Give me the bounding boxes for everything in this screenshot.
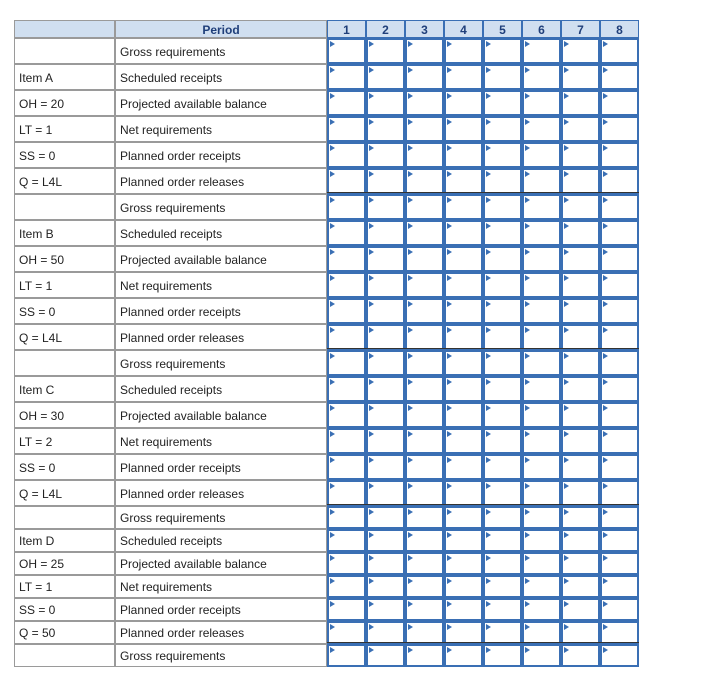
value-input[interactable] (483, 454, 522, 480)
value-input[interactable] (444, 598, 483, 621)
value-input[interactable] (366, 454, 405, 480)
value-input[interactable] (366, 621, 405, 644)
value-input[interactable] (561, 90, 600, 116)
item-blank-cell (14, 194, 115, 220)
row-label: Net requirements (115, 428, 327, 454)
item-blank-cell (14, 350, 115, 376)
value-input[interactable] (405, 529, 444, 552)
value-input[interactable] (522, 376, 561, 402)
value-input[interactable] (327, 454, 366, 480)
value-input[interactable] (483, 598, 522, 621)
item-param-cell: Item A (14, 64, 115, 90)
value-input[interactable] (444, 529, 483, 552)
value-input[interactable] (561, 116, 600, 142)
period-header: Period (115, 20, 327, 38)
value-input[interactable] (483, 38, 522, 64)
row-label: Projected available balance (115, 552, 327, 575)
row-label: Scheduled receipts (115, 529, 327, 552)
value-input[interactable] (483, 506, 522, 529)
value-input[interactable] (366, 116, 405, 142)
value-input[interactable] (483, 428, 522, 454)
item-param-cell: Q = L4L (14, 480, 115, 506)
value-input[interactable] (522, 506, 561, 529)
row-label: Net requirements (115, 272, 327, 298)
value-input[interactable] (366, 168, 405, 194)
value-input[interactable] (366, 272, 405, 298)
value-input[interactable] (561, 575, 600, 598)
row-label: Planned order receipts (115, 598, 327, 621)
value-input[interactable] (405, 246, 444, 272)
value-input[interactable] (522, 116, 561, 142)
value-input[interactable] (483, 64, 522, 90)
row-label: Planned order releases (115, 480, 327, 506)
value-input[interactable] (366, 428, 405, 454)
value-input[interactable] (327, 598, 366, 621)
value-input[interactable] (327, 428, 366, 454)
value-input[interactable] (483, 552, 522, 575)
value-input[interactable] (600, 454, 639, 480)
value-input[interactable] (405, 142, 444, 168)
value-input[interactable] (483, 402, 522, 428)
value-input[interactable] (522, 246, 561, 272)
value-input[interactable] (405, 168, 444, 194)
value-input[interactable] (444, 168, 483, 194)
value-input[interactable] (600, 552, 639, 575)
value-input[interactable] (561, 506, 600, 529)
value-input[interactable] (444, 90, 483, 116)
value-input[interactable] (327, 324, 366, 350)
value-input[interactable] (522, 621, 561, 644)
value-input[interactable] (405, 480, 444, 506)
value-input[interactable] (483, 350, 522, 376)
value-input[interactable] (522, 168, 561, 194)
value-input[interactable] (405, 506, 444, 529)
period-number-7: 7 (561, 20, 600, 38)
value-input[interactable] (444, 454, 483, 480)
value-input[interactable] (600, 168, 639, 194)
value-input[interactable] (522, 220, 561, 246)
value-input[interactable] (327, 529, 366, 552)
value-input[interactable] (444, 194, 483, 220)
value-input[interactable] (600, 402, 639, 428)
value-input[interactable] (366, 220, 405, 246)
value-input[interactable] (522, 38, 561, 64)
value-input[interactable] (405, 454, 444, 480)
value-input[interactable] (561, 220, 600, 246)
value-input[interactable] (561, 454, 600, 480)
value-input[interactable] (444, 402, 483, 428)
value-input[interactable] (327, 272, 366, 298)
value-input[interactable] (327, 402, 366, 428)
value-input[interactable] (444, 376, 483, 402)
row-label: Planned order receipts (115, 454, 327, 480)
value-input[interactable] (366, 506, 405, 529)
row-label: Planned order releases (115, 168, 327, 194)
value-input[interactable] (522, 90, 561, 116)
value-input[interactable] (405, 621, 444, 644)
value-input[interactable] (522, 529, 561, 552)
value-input[interactable] (483, 298, 522, 324)
value-input[interactable] (561, 598, 600, 621)
value-input[interactable] (405, 575, 444, 598)
period-number-8: 8 (600, 20, 639, 38)
row-label: Planned order receipts (115, 298, 327, 324)
value-input[interactable] (366, 90, 405, 116)
value-input[interactable] (405, 90, 444, 116)
value-input[interactable] (600, 90, 639, 116)
value-input[interactable] (444, 552, 483, 575)
value-input[interactable] (522, 298, 561, 324)
value-input[interactable] (405, 64, 444, 90)
value-input[interactable] (405, 350, 444, 376)
value-input[interactable] (444, 142, 483, 168)
period-number-1: 1 (327, 20, 366, 38)
value-input[interactable] (600, 324, 639, 350)
value-input[interactable] (327, 194, 366, 220)
value-input[interactable] (561, 350, 600, 376)
row-label: Gross requirements (115, 194, 327, 220)
value-input[interactable] (522, 142, 561, 168)
item-param-cell: OH = 30 (14, 402, 115, 428)
value-input[interactable] (444, 621, 483, 644)
row-label: Gross requirements (115, 38, 327, 64)
row-label: Projected available balance (115, 90, 327, 116)
value-input[interactable] (444, 64, 483, 90)
item-param-cell: Item C (14, 376, 115, 402)
value-input[interactable] (327, 480, 366, 506)
value-input[interactable] (327, 116, 366, 142)
value-input[interactable] (366, 324, 405, 350)
value-input[interactable] (483, 194, 522, 220)
value-input[interactable] (405, 38, 444, 64)
item-param-cell: SS = 0 (14, 598, 115, 621)
value-input[interactable] (444, 38, 483, 64)
value-input[interactable] (561, 552, 600, 575)
value-input[interactable] (522, 350, 561, 376)
value-input[interactable] (600, 644, 639, 667)
value-input[interactable] (366, 64, 405, 90)
value-input[interactable] (561, 621, 600, 644)
value-input[interactable] (561, 298, 600, 324)
value-input[interactable] (444, 324, 483, 350)
value-input[interactable] (483, 621, 522, 644)
value-input[interactable] (483, 168, 522, 194)
value-input[interactable] (444, 246, 483, 272)
value-input[interactable] (483, 324, 522, 350)
row-label: Projected available balance (115, 402, 327, 428)
value-input[interactable] (405, 298, 444, 324)
period-number-5: 5 (483, 20, 522, 38)
value-input[interactable] (366, 194, 405, 220)
row-label: Scheduled receipts (115, 220, 327, 246)
item-param-cell: Q = 50 (14, 621, 115, 644)
value-input[interactable] (405, 428, 444, 454)
value-input[interactable] (327, 246, 366, 272)
value-input[interactable] (327, 38, 366, 64)
value-input[interactable] (366, 644, 405, 667)
value-input[interactable] (483, 644, 522, 667)
value-input[interactable] (600, 272, 639, 298)
value-input[interactable] (561, 272, 600, 298)
item-param-cell: Item B (14, 220, 115, 246)
value-input[interactable] (483, 529, 522, 552)
row-label: Planned order releases (115, 621, 327, 644)
value-input[interactable] (483, 376, 522, 402)
value-input[interactable] (327, 621, 366, 644)
value-input[interactable] (522, 575, 561, 598)
value-input[interactable] (600, 376, 639, 402)
value-input[interactable] (561, 246, 600, 272)
value-input[interactable] (366, 598, 405, 621)
value-input[interactable] (327, 575, 366, 598)
value-input[interactable] (366, 552, 405, 575)
value-input[interactable] (483, 272, 522, 298)
value-input[interactable] (327, 64, 366, 90)
value-input[interactable] (600, 480, 639, 506)
value-input[interactable] (405, 598, 444, 621)
value-input[interactable] (366, 298, 405, 324)
value-input[interactable] (444, 116, 483, 142)
value-input[interactable] (405, 116, 444, 142)
item-param-cell: LT = 1 (14, 272, 115, 298)
value-input[interactable] (483, 116, 522, 142)
item-param-cell: Q = L4L (14, 168, 115, 194)
value-input[interactable] (444, 298, 483, 324)
value-input[interactable] (444, 644, 483, 667)
value-input[interactable] (405, 272, 444, 298)
value-input[interactable] (483, 90, 522, 116)
value-input[interactable] (327, 376, 366, 402)
value-input[interactable] (522, 64, 561, 90)
item-param-cell: OH = 20 (14, 90, 115, 116)
value-input[interactable] (405, 220, 444, 246)
value-input[interactable] (561, 402, 600, 428)
value-input[interactable] (366, 38, 405, 64)
item-param-cell: OH = 25 (14, 552, 115, 575)
value-input[interactable] (522, 480, 561, 506)
value-input[interactable] (600, 38, 639, 64)
value-input[interactable] (405, 644, 444, 667)
value-input[interactable] (600, 428, 639, 454)
header-blank-cell (14, 20, 115, 38)
value-input[interactable] (561, 428, 600, 454)
value-input[interactable] (444, 220, 483, 246)
item-param-cell: SS = 0 (14, 298, 115, 324)
row-label: Gross requirements (115, 644, 327, 667)
value-input[interactable] (366, 529, 405, 552)
row-label: Scheduled receipts (115, 64, 327, 90)
value-input[interactable] (483, 480, 522, 506)
row-label: Gross requirements (115, 350, 327, 376)
value-input[interactable] (600, 298, 639, 324)
value-input[interactable] (600, 529, 639, 552)
value-input[interactable] (561, 324, 600, 350)
item-param-cell: LT = 1 (14, 116, 115, 142)
value-input[interactable] (405, 376, 444, 402)
value-input[interactable] (405, 324, 444, 350)
value-input[interactable] (366, 402, 405, 428)
value-input[interactable] (561, 142, 600, 168)
value-input[interactable] (600, 194, 639, 220)
item-blank-cell (14, 644, 115, 667)
row-label: Planned order receipts (115, 142, 327, 168)
value-input[interactable] (561, 194, 600, 220)
value-input[interactable] (444, 506, 483, 529)
value-input[interactable] (522, 552, 561, 575)
value-input[interactable] (327, 90, 366, 116)
value-input[interactable] (561, 168, 600, 194)
value-input[interactable] (444, 428, 483, 454)
value-input[interactable] (405, 194, 444, 220)
value-input[interactable] (600, 621, 639, 644)
value-input[interactable] (561, 64, 600, 90)
value-input[interactable] (405, 402, 444, 428)
row-label: Projected available balance (115, 246, 327, 272)
value-input[interactable] (366, 142, 405, 168)
item-param-cell: LT = 2 (14, 428, 115, 454)
value-input[interactable] (561, 38, 600, 64)
value-input[interactable] (327, 168, 366, 194)
value-input[interactable] (600, 506, 639, 529)
item-param-cell: Item D (14, 529, 115, 552)
value-input[interactable] (327, 298, 366, 324)
value-input[interactable] (444, 480, 483, 506)
value-input[interactable] (600, 220, 639, 246)
item-param-cell: Q = L4L (14, 324, 115, 350)
value-input[interactable] (327, 644, 366, 667)
row-label: Scheduled receipts (115, 376, 327, 402)
row-label: Net requirements (115, 116, 327, 142)
item-param-cell: SS = 0 (14, 454, 115, 480)
row-label: Gross requirements (115, 506, 327, 529)
value-input[interactable] (600, 575, 639, 598)
value-input[interactable] (561, 644, 600, 667)
value-input[interactable] (366, 575, 405, 598)
value-input[interactable] (366, 480, 405, 506)
value-input[interactable] (600, 64, 639, 90)
item-param-cell: LT = 1 (14, 575, 115, 598)
value-input[interactable] (600, 246, 639, 272)
period-number-4: 4 (444, 20, 483, 38)
value-input[interactable] (522, 324, 561, 350)
value-input[interactable] (522, 402, 561, 428)
row-label: Net requirements (115, 575, 327, 598)
value-input[interactable] (483, 142, 522, 168)
value-input[interactable] (366, 246, 405, 272)
value-input[interactable] (327, 506, 366, 529)
value-input[interactable] (444, 272, 483, 298)
value-input[interactable] (522, 194, 561, 220)
period-number-2: 2 (366, 20, 405, 38)
value-input[interactable] (483, 575, 522, 598)
value-input[interactable] (522, 454, 561, 480)
value-input[interactable] (600, 116, 639, 142)
value-input[interactable] (522, 428, 561, 454)
value-input[interactable] (327, 350, 366, 376)
value-input[interactable] (327, 142, 366, 168)
value-input[interactable] (444, 575, 483, 598)
value-input[interactable] (522, 644, 561, 667)
item-blank-cell (14, 38, 115, 64)
value-input[interactable] (561, 376, 600, 402)
value-input[interactable] (366, 376, 405, 402)
period-number-6: 6 (522, 20, 561, 38)
value-input[interactable] (600, 350, 639, 376)
value-input[interactable] (522, 272, 561, 298)
value-input[interactable] (405, 552, 444, 575)
value-input[interactable] (483, 246, 522, 272)
value-input[interactable] (561, 480, 600, 506)
value-input[interactable] (444, 350, 483, 376)
value-input[interactable] (327, 552, 366, 575)
value-input[interactable] (327, 220, 366, 246)
item-blank-cell (14, 506, 115, 529)
value-input[interactable] (483, 220, 522, 246)
period-number-3: 3 (405, 20, 444, 38)
value-input[interactable] (366, 350, 405, 376)
item-param-cell: OH = 50 (14, 246, 115, 272)
value-input[interactable] (561, 529, 600, 552)
item-param-cell: SS = 0 (14, 142, 115, 168)
value-input[interactable] (600, 598, 639, 621)
value-input[interactable] (600, 142, 639, 168)
value-input[interactable] (522, 598, 561, 621)
row-label: Planned order releases (115, 324, 327, 350)
